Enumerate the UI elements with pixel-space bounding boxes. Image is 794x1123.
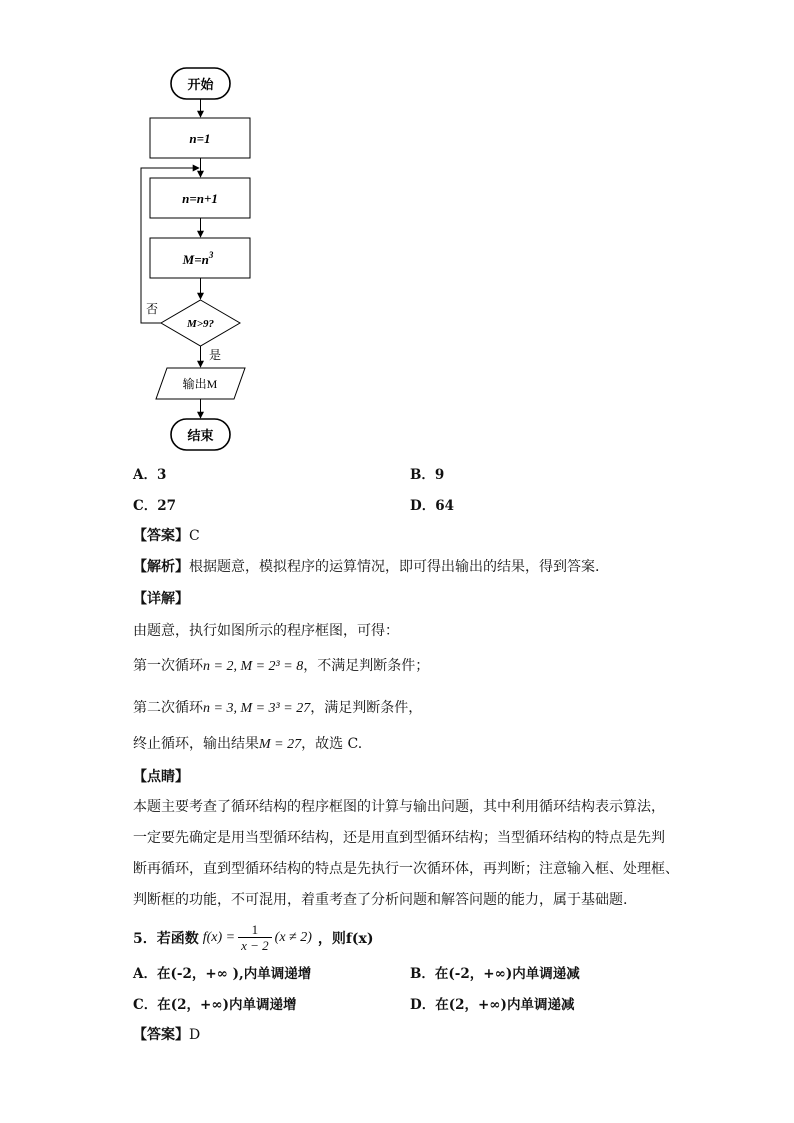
yes-label: 是 bbox=[209, 348, 222, 362]
start-label: 开始 bbox=[187, 77, 214, 92]
q5-number: 5．若函数 bbox=[133, 931, 199, 947]
q5-func-lhs: f(x) = bbox=[202, 930, 236, 945]
q4-comment-line: 判断框的功能，不可混用，着重考查了分析问题和解答问题的能力，属于基础题. bbox=[133, 892, 628, 908]
q4-comment-line: 一定要先确定是用当型循环结构，还是用直到型循环结构；当型循环结构的特点是先判 bbox=[133, 830, 665, 846]
decision-label: M>9? bbox=[186, 318, 215, 330]
q4-detail-line2: 第一次循环n = 2, M = 2³ = 8，不满足判断条件； bbox=[133, 658, 430, 674]
q4-option-b: B．9 bbox=[410, 467, 445, 483]
q4-answer: 【答案】C bbox=[133, 528, 200, 544]
q4-comment-line: 断再循环，直到型循环结构的特点是先执行一次循环体，再判断；注意输入框、处理框、 bbox=[133, 861, 679, 877]
q4-option-d: D．64 bbox=[410, 498, 455, 514]
q5-option-a: A．在(-2，+∞ ),内单调递增 bbox=[133, 966, 312, 982]
increment-label: n=n+1 bbox=[182, 191, 218, 206]
q4-detail-line4: 终止循环，输出结果M = 27，故选 C. bbox=[133, 736, 363, 752]
q4-option-c: C．27 bbox=[133, 498, 177, 514]
flowchart bbox=[0, 0, 794, 460]
q4-comment-heading: 【点睛】 bbox=[133, 769, 189, 785]
q5-condition: (x ≠ 2) bbox=[274, 930, 312, 945]
end-label: 结束 bbox=[187, 428, 214, 443]
q4-detail-line1: 由题意，执行如图所示的程序框图，可得： bbox=[133, 623, 399, 639]
compute-label: $M=n^3$ bbox=[182, 250, 214, 267]
q5-option-d: D．在(2，+∞)内单调递减 bbox=[410, 997, 575, 1013]
q5-option-c: C．在(2，+∞)内单调递增 bbox=[133, 997, 297, 1013]
q5-suffix: ，则f(x) bbox=[317, 931, 374, 947]
q4-option-a: A．3 bbox=[133, 467, 167, 483]
output-label: 输出M bbox=[182, 377, 218, 391]
no-label: 否 bbox=[146, 302, 159, 316]
q4-comment-line: 本题主要考查了循环结构的程序框图的计算与输出问题，其中利用循环结构表示算法， bbox=[133, 799, 665, 815]
q5-fraction: $\frac{1}{x - 2}$ bbox=[238, 922, 272, 954]
q4-detail-heading: 【详解】 bbox=[133, 591, 189, 607]
q4-detail-line3: 第二次循环n = 3, M = 3³ = 27，满足判断条件， bbox=[133, 700, 423, 716]
q4-analysis: 【解析】根据题意，模拟程序的运算情况，即可得出输出的结果，得到答案. bbox=[133, 559, 600, 575]
q5-option-b: B．在(-2，+∞)内单调递减 bbox=[410, 966, 580, 982]
init-label: n=1 bbox=[189, 131, 211, 146]
q5-stem bbox=[133, 918, 374, 958]
q5-answer: 【答案】D bbox=[133, 1027, 201, 1043]
